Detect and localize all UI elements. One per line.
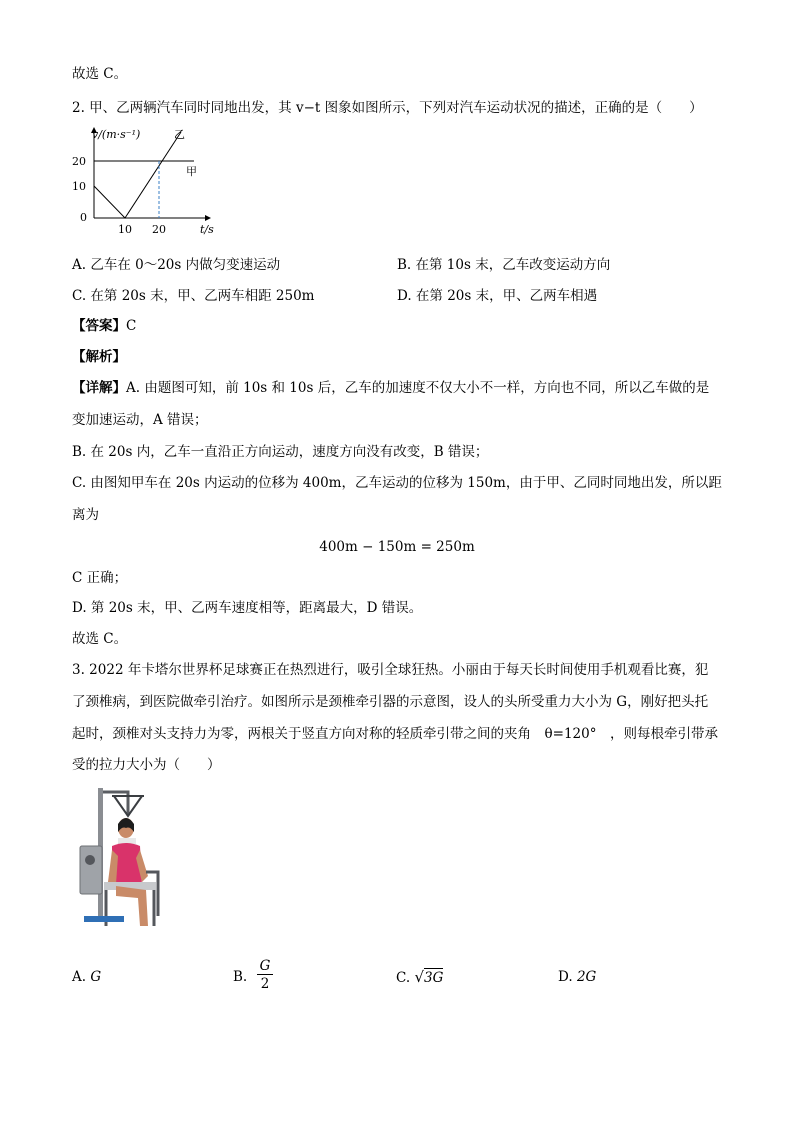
detail-c-line3: C 正确； bbox=[72, 570, 128, 586]
x-tick-10: 10 bbox=[118, 223, 132, 236]
q3-option-c bbox=[396, 967, 443, 988]
x-axis-label: t/s bbox=[200, 223, 214, 236]
detail-label: 【详解】 bbox=[72, 380, 126, 396]
q3-option-a bbox=[72, 967, 101, 987]
detail-b: B. 在 20s 内，乙车一直沿正方向运动，速度方向没有改变，B 错误； bbox=[72, 444, 489, 460]
detail-a-text1: A. 由题图可知，前 10s 和 10s 后，乙车的加速度不仅大小不一样，方向也不同，所以乙车做的是 bbox=[126, 380, 710, 396]
q3-option-c-value: 3G bbox=[424, 970, 444, 986]
q2-stem: 2. 甲、乙两辆汽车同时同地出发，其 v−t 图象如图所示，下列对汽车运动状况的描述，正确的是（ ） bbox=[72, 100, 703, 116]
y-axis-label: v/(m·s⁻¹) bbox=[92, 128, 141, 141]
q3-option-d bbox=[558, 967, 596, 987]
y-tick-10: 10 bbox=[72, 180, 86, 193]
q3-option-d-label: D. bbox=[558, 969, 573, 985]
q3-option-b-label: B. bbox=[233, 969, 248, 985]
q2-option-b: B. 在第 10s 末，乙车改变运动方向 bbox=[397, 257, 611, 273]
device-dial bbox=[85, 855, 95, 865]
q3-line3: 起时，颈椎对头支持力为零，两根关于竖直方向对称的轻质牵引带之间的夹角 θ=120° ，则每根牵引带承 bbox=[72, 726, 718, 742]
series-yi-line bbox=[94, 132, 181, 218]
q2-conclusion: 故选 C。 bbox=[72, 631, 128, 647]
detail-a-line1 bbox=[72, 378, 709, 398]
x-tick-20: 20 bbox=[152, 223, 166, 236]
q3-option-d-value: 2G bbox=[576, 969, 597, 985]
chair-armrest bbox=[146, 872, 158, 916]
q3-option-c-label: C. bbox=[396, 970, 411, 986]
q3-line1: 3. 2022 年卡塔尔世界杯足球赛正在热烈进行，吸引全球狂热。小丽由于每天长时间使用手机观看比赛，犯 bbox=[72, 662, 709, 678]
answer-line bbox=[72, 316, 136, 336]
detail-c-line1: C. 由图知甲车在 20s 内运动的位移为 400m，乙车运动的位移为 150m，由于甲、乙同时同地出发，所以距 bbox=[72, 475, 722, 491]
series-label-jia: 甲 bbox=[186, 165, 197, 178]
q2-option-d: D. 在第 20s 末，甲、乙两车相遇 bbox=[397, 288, 598, 304]
device-base bbox=[84, 916, 124, 922]
q3-option-a-value: G bbox=[90, 969, 102, 985]
traction-device-illustration bbox=[76, 786, 166, 936]
device-box bbox=[80, 846, 102, 894]
q3-line4: 受的拉力大小为（ ） bbox=[72, 757, 221, 773]
sqrt-icon: √ bbox=[414, 968, 424, 986]
q3-option-b-fraction bbox=[257, 958, 273, 993]
equation: 400m − 150m = 250m bbox=[319, 539, 475, 555]
q3-line2: 了颈椎病，到医院做牵引治疗。如图所示是颈椎牵引器的示意图，设人的头所受重力大小为 G，刚好把头托 bbox=[72, 694, 709, 710]
analysis-label: 【解析】 bbox=[72, 349, 126, 365]
fraction-denominator: 2 bbox=[260, 976, 270, 992]
detail-d: D. 第 20s 末，甲、乙两车速度相等，距离最大，D 错误。 bbox=[72, 600, 423, 616]
q2-option-a: A. 乙车在 0～20s 内做匀变速运动 bbox=[72, 257, 281, 273]
series-label-yi: 乙 bbox=[174, 128, 185, 141]
detail-a-line2: 变加速运动，A 错误； bbox=[72, 412, 208, 428]
prev-answer: 故选 C。 bbox=[72, 66, 128, 82]
y-tick-20: 20 bbox=[72, 155, 86, 168]
q2-option-c: C. 在第 20s 末，甲、乙两车相距 250m bbox=[72, 288, 315, 304]
y-tick-0: 0 bbox=[80, 211, 87, 224]
q3-option-a-label: A. bbox=[72, 969, 87, 985]
answer-value: C bbox=[126, 318, 137, 334]
fraction-numerator: G bbox=[257, 958, 273, 975]
detail-c-line2: 离为 bbox=[72, 507, 99, 523]
vt-graph bbox=[70, 122, 220, 242]
answer-label: 【答案】 bbox=[72, 318, 126, 334]
